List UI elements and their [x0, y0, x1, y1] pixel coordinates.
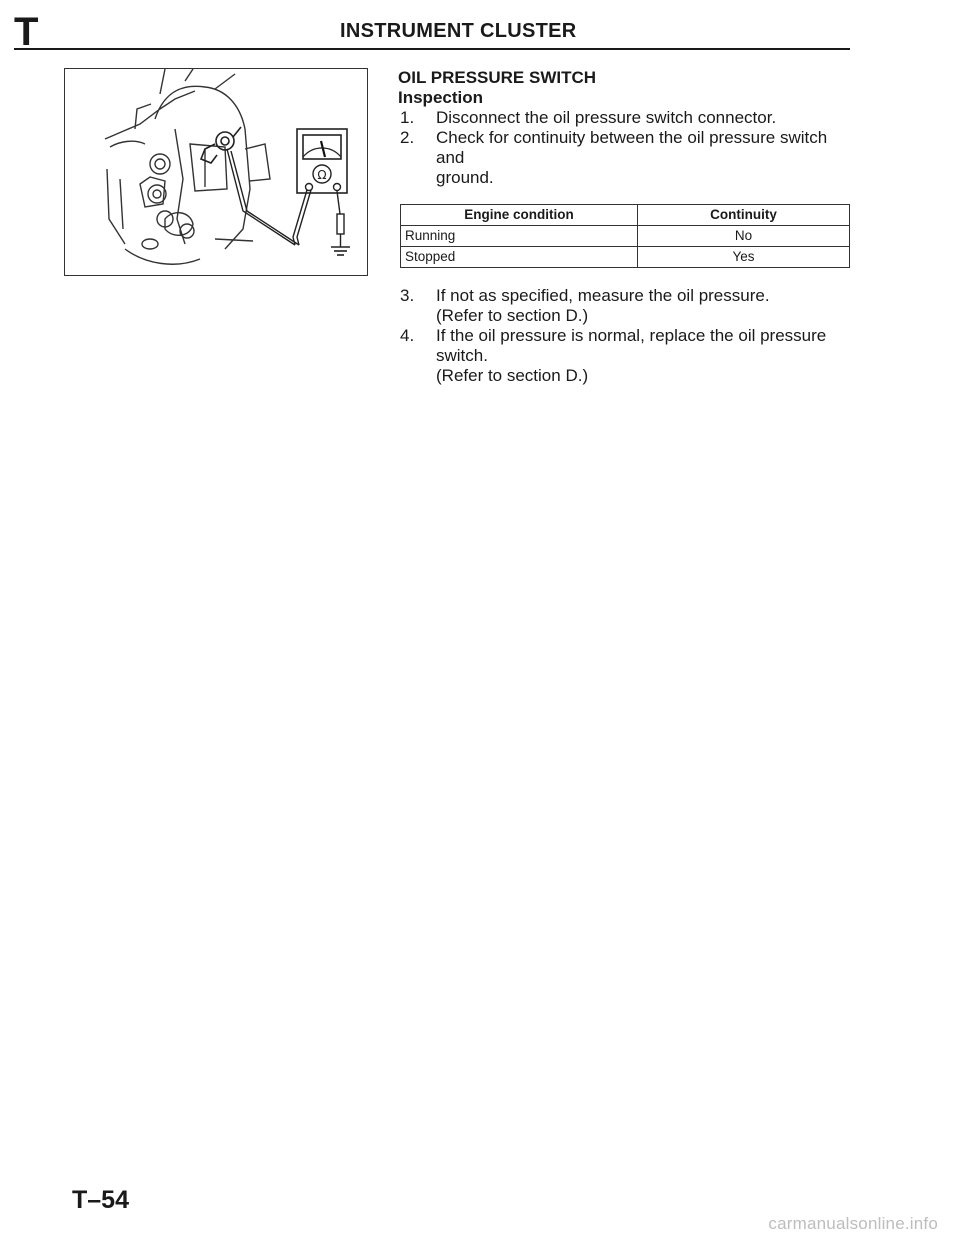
step-number: 2. [400, 128, 415, 147]
ohm-symbol: Ω [317, 168, 327, 182]
step-text-continued: ground. [436, 168, 494, 187]
step-number: 3. [400, 286, 415, 305]
section-subheading: Inspection [398, 88, 484, 107]
column-header: Continuity [638, 205, 850, 226]
continuity-spec-table [400, 204, 850, 268]
inspection-text [398, 68, 852, 386]
table-cell: Stopped [401, 247, 638, 268]
step-number: 4. [400, 326, 415, 345]
step-4 [398, 326, 852, 386]
table-row [401, 247, 850, 268]
step-text-reference: (Refer to section D.) [436, 366, 589, 385]
multimeter-continuity-diagram [65, 69, 367, 275]
step-number: 1. [400, 108, 415, 127]
inspection-figure [64, 68, 368, 276]
step-text: If not as specified, measure the oil pressure. [436, 286, 770, 305]
table-cell: No [638, 226, 850, 247]
step-text: Check for continuity between the oil pressure switch and [436, 128, 828, 167]
step-text-continued: switch. [436, 346, 488, 365]
page-number: T–54 [72, 1186, 129, 1214]
step-1 [398, 108, 852, 128]
page-title: INSTRUMENT CLUSTER [340, 20, 577, 42]
table-cell: Running [401, 226, 638, 247]
table-row [401, 226, 850, 247]
step-2 [398, 128, 852, 188]
step-3 [398, 286, 852, 326]
section-heading: OIL PRESSURE SWITCH [398, 68, 597, 87]
step-text: If the oil pressure is normal, replace the oil pressure [436, 326, 827, 345]
table-header-row [401, 205, 850, 226]
step-text: Disconnect the oil pressure switch connector. [436, 108, 777, 127]
step-text-continued: (Refer to section D.) [436, 306, 589, 325]
column-header: Engine condition [401, 205, 638, 226]
header-divider [14, 48, 850, 50]
watermark: carmanualsonline.info [768, 1214, 938, 1233]
section-letter: T [14, 10, 39, 54]
table-cell: Yes [638, 247, 850, 268]
